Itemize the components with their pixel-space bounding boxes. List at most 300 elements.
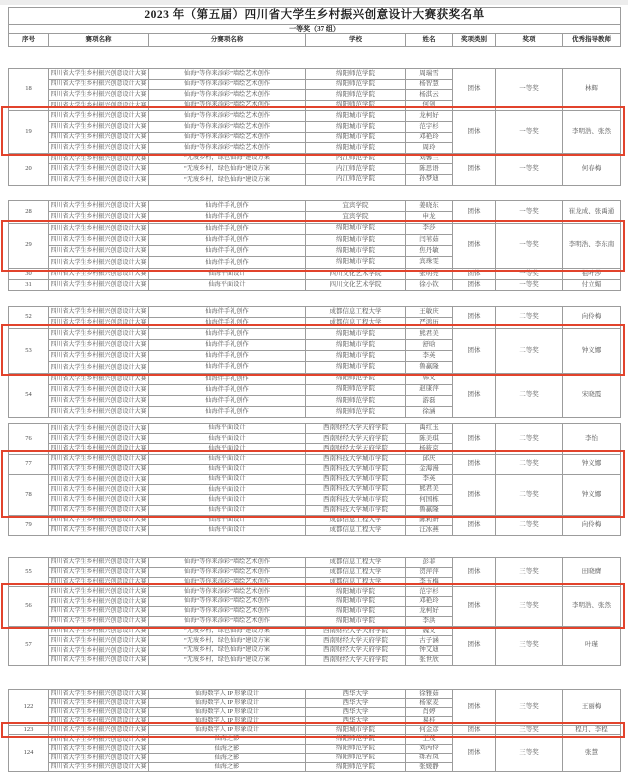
student-name-cell: 何剑 [406, 100, 453, 111]
student-name-cell: 杨家麦 [406, 699, 453, 708]
event-name-cell: 仙海“等你来添彩”墙绘艺术创作 [149, 111, 306, 122]
table-row [9, 280, 621, 291]
school-name-cell: 西南科技大学城市学院 [306, 454, 406, 464]
student-name-cell: 熊君美 [406, 329, 453, 340]
competition-name-cell: 四川省大学生乡村振兴创意设计大赛 [50, 745, 147, 752]
event-name-cell: “无废乡村，绿色仙海”建设方案 [149, 655, 306, 665]
student-name-cell: 邱庆 [406, 454, 453, 464]
student-name-cell: 金海漫 [406, 464, 453, 474]
advisor-name-cell: 叶瑾 [563, 626, 621, 665]
school-name-cell: 绵阳城市学院 [306, 143, 406, 154]
competition-name-cell: 四川省大学生乡村振兴创意设计大赛 [49, 234, 149, 245]
school-name-cell: 内江师范学院 [306, 153, 406, 164]
award-level-cell: 一等奖 [496, 69, 563, 111]
award-category-cell: 团体 [453, 268, 496, 279]
school-name-cell: 内江师范学院 [306, 164, 406, 175]
award-level-cell: 二等奖 [496, 474, 563, 515]
school-name-cell: 四川文化艺术学院 [306, 280, 406, 291]
school-name-cell: 西南财经大学天府学院 [306, 434, 406, 444]
document-title: 2023 年（第五届）四川省大学生乡村振兴创意设计大赛获奖名单 [9, 8, 621, 25]
competition-name-cell: 四川省大学生乡村振兴创意设计大赛 [50, 763, 147, 770]
student-name-cell: 杨筱京 [406, 444, 453, 454]
event-name-cell: 仙海数字人 IP 形象设计 [149, 717, 306, 726]
competition-name-cell: 四川省大学生乡村振兴创意设计大赛 [49, 132, 149, 143]
school-name-cell: 西南财经大学天府学院 [306, 444, 406, 454]
row-number-cell: 79 [9, 515, 49, 535]
competition-name-cell: 四川省大学生乡村振兴创意设计大赛 [50, 618, 147, 625]
student-name-cell: 申龙 [406, 212, 453, 223]
event-name-cell: 仙海伴手礼创作 [149, 373, 306, 384]
award-category-cell: 团体 [453, 515, 496, 535]
competition-name-cell: 四川省大学生乡村振兴创意设计大赛 [50, 627, 147, 634]
student-name-cell: 徐涵 [406, 406, 453, 417]
award-level-cell: 一等奖 [496, 201, 563, 224]
student-name-cell: 王敏庆 [406, 307, 453, 318]
student-name-cell: 禹红玉 [406, 424, 453, 434]
table-row [9, 201, 621, 212]
student-name-cell: 杨智慧 [406, 79, 453, 90]
row-number-cell: 78 [9, 474, 49, 515]
school-name-cell: 绵阳城市学院 [306, 246, 406, 257]
event-name-cell: 仙海平面设计 [149, 444, 306, 454]
competition-name-cell: 四川省大学生乡村振兴创意设计大赛 [49, 406, 149, 417]
school-name-cell: 西华大学 [306, 708, 406, 717]
advisor-name-cell: 李明浩、李东南 [563, 223, 621, 268]
event-name-cell: 仙海“等你来添彩”墙绘艺术创作 [149, 587, 306, 597]
prize-tier-heading: 一等奖（37 组） [9, 25, 621, 34]
student-name-cell: 刘馨兰 [406, 153, 453, 164]
student-name-cell: 杨淇云 [406, 90, 453, 101]
award-level-cell: 一等奖 [496, 153, 563, 185]
event-name-cell: “无废乡村，绿色仙海”建设方案 [149, 646, 306, 656]
competition-name-cell: 四川省大学生乡村振兴创意设计大赛 [49, 318, 149, 329]
event-name-cell: 仙海“等你来添彩”墙绘艺术创作 [149, 79, 306, 90]
column-header-name: 姓名 [406, 34, 453, 47]
event-name-cell: 仙海伴手礼创作 [149, 318, 306, 329]
advisor-name-cell: 李怡 [563, 424, 621, 455]
row-number-cell: 77 [9, 454, 49, 474]
student-name-cell: 李玉梅 [406, 577, 453, 587]
event-name-cell: 仙海数字人 IP 形象设计 [149, 690, 306, 699]
event-name-cell: 仙海伴手礼创作 [149, 234, 306, 245]
competition-name-cell: 四川省大学生乡村振兴创意设计大赛 [49, 384, 149, 395]
competition-name-cell: 四川省大学生乡村振兴创意设计大赛 [49, 373, 149, 384]
school-name-cell: 成都信息工程大学 [306, 515, 406, 525]
competition-name-cell: 四川省大学生乡村振兴创意设计大赛 [49, 201, 149, 212]
school-name-cell: 西南财经大学天府学院 [306, 636, 406, 646]
student-name-cell: 鲁赢隆 [406, 362, 453, 373]
school-name-cell: 西南财经大学天府学院 [306, 424, 406, 434]
competition-name-cell: 四川省大学生乡村振兴创意设计大赛 [49, 424, 149, 434]
school-name-cell: 绵阳城市学院 [306, 329, 406, 340]
student-name-cell: 徐雅茹 [406, 690, 453, 699]
student-name-cell: 徐小钦 [406, 280, 453, 291]
student-name-cell: 张媛静 [406, 762, 453, 771]
school-name-cell: 四川文化艺术学院 [306, 268, 406, 279]
student-name-cell: 姜晓东 [406, 201, 453, 212]
competition-name-cell: 四川省大学生乡村振兴创意设计大赛 [49, 143, 149, 154]
award-category-cell: 团体 [453, 69, 496, 111]
student-name-cell: 龙柯好 [406, 111, 453, 122]
event-name-cell: 仙海“等你来添彩”墙绘艺术创作 [149, 567, 306, 577]
annotation-red-box-group-77-78 [1, 450, 625, 518]
award-level-cell: 三等奖 [496, 726, 563, 735]
school-name-cell: 绵阳城市学院 [306, 234, 406, 245]
row-number-cell: 30 [9, 268, 49, 279]
school-name-cell: 成都信息工程大学 [306, 577, 406, 587]
school-name-cell: 西南财经大学天府学院 [306, 655, 406, 665]
table-row [9, 558, 621, 568]
row-number-cell: 55 [9, 558, 49, 587]
competition-name-cell: 四川省大学生乡村振兴创意设计大赛 [49, 525, 149, 535]
award-level-cell: 三等奖 [496, 626, 563, 665]
competition-name-cell: 四川省大学生乡村振兴创意设计大赛 [50, 718, 147, 725]
advisor-name-cell: 向伶梅 [563, 515, 621, 535]
student-name-cell: 刘芮伶 [406, 744, 453, 753]
advisor-name-cell: 付立媚 [563, 280, 621, 291]
event-name-cell: 仙海平面设计 [149, 515, 306, 525]
student-name-cell: 何国栋 [406, 495, 453, 505]
competition-name-cell: 四川省大学生乡村振兴创意设计大赛 [50, 608, 147, 615]
event-name-cell: 仙海伴手礼创作 [149, 340, 306, 351]
event-name-cell: 仙海之影 [149, 753, 306, 762]
competition-name-cell: 四川省大学生乡村振兴创意设计大赛 [49, 69, 149, 80]
column-header-event: 分赛项名称 [149, 34, 306, 47]
student-name-cell: 汪冰燕 [406, 525, 453, 535]
award-category-cell: 团体 [453, 558, 496, 587]
award-category-cell: 团体 [453, 474, 496, 515]
student-name-cell: 魏文 [406, 626, 453, 636]
competition-name-cell: 四川省大学生乡村振兴创意设计大赛 [50, 691, 147, 698]
award-level-cell: 一等奖 [496, 268, 563, 279]
document-header-table [8, 7, 621, 47]
school-name-cell: 成都信息工程大学 [306, 558, 406, 568]
competition-name-cell: 四川省大学生乡村振兴创意设计大赛 [50, 700, 147, 707]
competition-name-cell: 四川省大学生乡村振兴创意设计大赛 [49, 464, 149, 474]
competition-name-cell: 四川省大学生乡村振兴创意设计大赛 [49, 434, 149, 444]
event-name-cell: 仙海平面设计 [149, 495, 306, 505]
school-name-cell: 绵阳师范学院 [306, 744, 406, 753]
award-level-cell: 二等奖 [496, 373, 563, 417]
event-name-cell: 仙海数字人 IP 形象设计 [149, 708, 306, 717]
event-name-cell: 仙海伴手礼创作 [149, 351, 306, 362]
award-level-cell: 三等奖 [496, 735, 563, 771]
school-name-cell: 绵阳城市学院 [306, 121, 406, 132]
student-name-cell: 周瑞雪 [406, 69, 453, 80]
award-level-cell: 二等奖 [496, 424, 563, 455]
award-category-cell: 团体 [453, 111, 496, 153]
school-name-cell: 绵阳师范学院 [306, 753, 406, 762]
school-name-cell: 西南科技大学城市学院 [306, 474, 406, 484]
school-name-cell: 宜宾学院 [306, 201, 406, 212]
event-name-cell: 仙海伴手礼创作 [149, 246, 306, 257]
event-name-cell: 仙海伴手礼创作 [149, 257, 306, 268]
row-number-cell: 20 [9, 153, 49, 185]
award-level-cell: 三等奖 [496, 690, 563, 726]
event-name-cell: 仙海“等你来添彩”墙绘艺术创作 [149, 597, 306, 607]
event-name-cell: 仙海“等你来添彩”墙绘艺术创作 [149, 577, 306, 587]
school-name-cell: 绵阳城市学院 [306, 257, 406, 268]
table-row [9, 690, 621, 699]
student-name-cell: 彭菲 [406, 558, 453, 568]
event-name-cell: 仙海平面设计 [149, 464, 306, 474]
competition-name-cell: 四川省大学生乡村振兴创意设计大赛 [49, 340, 149, 351]
student-name-cell: 练若岚 [406, 753, 453, 762]
row-number-cell: 57 [9, 626, 49, 665]
competition-name-cell: 四川省大学生乡村振兴创意设计大赛 [49, 174, 149, 185]
award-category-cell: 团体 [453, 307, 496, 329]
competition-name-cell: 四川省大学生乡村振兴创意设计大赛 [49, 79, 149, 90]
award-level-cell: 二等奖 [496, 515, 563, 535]
award-level-cell: 一等奖 [496, 280, 563, 291]
award-level-cell: 一等奖 [496, 111, 563, 153]
school-name-cell: 绵阳师范学院 [306, 762, 406, 771]
column-header-row [9, 34, 621, 47]
row-number-cell: 28 [9, 201, 49, 224]
competition-name-cell: 四川省大学生乡村振兴创意设计大赛 [50, 754, 147, 761]
event-name-cell: 仙海“等你来添彩”墙绘艺术创作 [149, 90, 306, 101]
advisor-name-cell: 宋晓霞 [563, 373, 621, 417]
event-name-cell: 仙海平面设计 [149, 424, 306, 434]
annotation-red-box-group-29 [1, 220, 625, 272]
row-number-cell: 52 [9, 307, 49, 329]
row-number-cell: 31 [9, 280, 49, 291]
event-name-cell: 仙海伴手礼创作 [149, 406, 306, 417]
competition-name-cell: 四川省大学生乡村振兴创意设计大赛 [49, 454, 149, 464]
column-header-competition: 赛项名称 [49, 34, 149, 47]
school-name-cell: 绵阳师范学院 [306, 69, 406, 80]
advisor-name-cell: 李明浩、张然 [563, 587, 621, 626]
school-name-cell: 西华大学 [306, 717, 406, 726]
school-name-cell: 绵阳城市学院 [306, 223, 406, 234]
student-name-cell: 陈思语 [406, 164, 453, 175]
advisor-name-cell: 钟义娜 [563, 454, 621, 474]
student-name-cell: 李英 [406, 474, 453, 484]
event-name-cell: “无废乡村，绿色仙海”建设方案 [149, 626, 306, 636]
award-category-cell: 团体 [453, 223, 496, 268]
event-name-cell: 仙海之影 [149, 735, 306, 744]
event-name-cell: 仙海“等你来添彩”墙绘艺术创作 [149, 558, 306, 568]
event-name-cell: 仙海“等你来添彩”墙绘艺术创作 [149, 121, 306, 132]
competition-name-cell: 四川省大学生乡村振兴创意设计大赛 [49, 351, 149, 362]
school-name-cell: 绵阳城市学院 [306, 597, 406, 607]
event-name-cell: 仙海平面设计 [149, 474, 306, 484]
advisor-name-cell: 钟义娜 [563, 474, 621, 515]
event-name-cell: “无废乡村，绿色仙海”建设方案 [149, 153, 306, 164]
competition-name-cell: 四川省大学生乡村振兴创意设计大赛 [49, 257, 149, 268]
annotation-red-box-group-123 [1, 722, 625, 738]
student-name-cell: 孙梦迪 [406, 174, 453, 185]
annotation-red-box-group-53 [1, 324, 625, 376]
competition-name-cell: 四川省大学生乡村振兴创意设计大赛 [49, 121, 149, 132]
advisor-name-cell: 林辉 [563, 69, 621, 111]
row-number-cell: 53 [9, 329, 49, 373]
row-number-cell: 54 [9, 373, 49, 417]
event-name-cell: 仙海数字人 IP 形象设计 [149, 726, 306, 735]
award-level-cell: 二等奖 [496, 454, 563, 474]
event-name-cell: 仙海伴手礼创作 [149, 329, 306, 340]
competition-name-cell: 四川省大学生乡村振兴创意设计大赛 [49, 280, 149, 291]
competition-name-cell: 四川省大学生乡村振兴创意设计大赛 [49, 444, 149, 454]
school-name-cell: 成都信息工程大学 [306, 525, 406, 535]
table-row [9, 69, 621, 80]
column-header-no: 序号 [9, 34, 49, 47]
school-name-cell: 绵阳师范学院 [306, 90, 406, 101]
competition-name-cell: 四川省大学生乡村振兴创意设计大赛 [49, 164, 149, 175]
row-number-cell: 122 [9, 690, 49, 726]
school-name-cell: 绵阳城市学院 [306, 351, 406, 362]
advisor-name-cell: 何春梅 [563, 153, 621, 185]
competition-name-cell: 四川省大学生乡村振兴创意设计大赛 [50, 569, 147, 576]
award-category-cell: 团体 [453, 690, 496, 726]
award-level-cell: 二等奖 [496, 307, 563, 329]
school-name-cell: 西南财经大学天府学院 [306, 646, 406, 656]
student-name-cell: 焦丹敏 [406, 246, 453, 257]
competition-name-cell: 四川省大学生乡村振兴创意设计大赛 [49, 329, 149, 340]
school-name-cell: 绵阳师范学院 [306, 79, 406, 90]
school-name-cell: 西华大学 [306, 699, 406, 708]
student-name-cell: 龙柯好 [406, 606, 453, 616]
advisor-name-cell: 祖叶莎 [563, 268, 621, 279]
column-header-school: 学校 [306, 34, 406, 47]
event-name-cell: 仙海平面设计 [149, 280, 306, 291]
school-name-cell: 西南科技大学城市学院 [306, 495, 406, 505]
school-name-cell: 绵阳师范学院 [306, 406, 406, 417]
student-name-cell: 周玲 [406, 143, 453, 154]
school-name-cell: 绵阳师范学院 [306, 384, 406, 395]
row-number-cell: 76 [9, 424, 49, 455]
student-name-cell: 邓艳玲 [406, 597, 453, 607]
award-category-cell: 团体 [453, 153, 496, 185]
advisor-name-cell: 向伶梅 [563, 307, 621, 329]
competition-name-cell: 四川省大学生乡村振兴创意设计大赛 [49, 515, 149, 525]
school-name-cell: 宜宾学院 [306, 212, 406, 223]
advisor-name-cell: 崔龙成、张禹通 [563, 201, 621, 224]
student-name-cell: 张世欣 [406, 655, 453, 665]
school-name-cell: 西南科技大学城市学院 [306, 505, 406, 515]
school-name-cell: 西南财经大学天府学院 [306, 626, 406, 636]
student-name-cell: 邓艳玲 [406, 132, 453, 143]
competition-name-cell: 四川省大学生乡村振兴创意设计大赛 [50, 588, 147, 595]
award-category-cell: 团体 [453, 587, 496, 626]
student-name-cell: 闫苇茹 [406, 234, 453, 245]
student-name-cell: 古子涵 [406, 636, 453, 646]
competition-name-cell: 四川省大学生乡村振兴创意设计大赛 [49, 90, 149, 101]
award-category-cell: 团体 [453, 454, 496, 474]
annotation-red-box-group-19 [1, 106, 625, 156]
competition-name-cell: 四川省大学生乡村振兴创意设计大赛 [50, 736, 147, 743]
school-name-cell: 绵阳师范学院 [306, 735, 406, 744]
competition-name-cell: 四川省大学生乡村振兴创意设计大赛 [49, 100, 149, 111]
school-name-cell: 西南科技大学城市学院 [306, 485, 406, 495]
table-row [9, 307, 621, 318]
event-name-cell: 仙海伴手礼创作 [149, 307, 306, 318]
competition-name-cell: 四川省大学生乡村振兴创意设计大赛 [49, 111, 149, 122]
competition-name-cell: 四川省大学生乡村振兴创意设计大赛 [49, 474, 149, 484]
school-name-cell: 内江师范学院 [306, 174, 406, 185]
event-name-cell: 仙海伴手礼创作 [149, 212, 306, 223]
event-name-cell: “无废乡村，绿色仙海”建设方案 [149, 164, 306, 175]
competition-name-cell: 四川省大学生乡村振兴创意设计大赛 [49, 395, 149, 406]
student-name-cell: 张明亮 [406, 268, 453, 279]
competition-name-cell: 四川省大学生乡村振兴创意设计大赛 [49, 153, 149, 164]
school-name-cell: 绵阳师范学院 [306, 100, 406, 111]
competition-name-cell: 四川省大学生乡村振兴创意设计大赛 [50, 598, 147, 605]
event-name-cell: “无废乡村，绿色仙海”建设方案 [149, 636, 306, 646]
competition-name-cell: 四川省大学生乡村振兴创意设计大赛 [50, 657, 147, 664]
table-row [9, 424, 621, 434]
competition-name-cell: 四川省大学生乡村振兴创意设计大赛 [50, 709, 147, 716]
event-name-cell: 仙海伴手礼创作 [149, 384, 306, 395]
event-name-cell: 仙海“等你来添彩”墙绘艺术创作 [149, 100, 306, 111]
student-name-cell: 赵康萍 [406, 384, 453, 395]
competition-name-cell: 四川省大学生乡村振兴创意设计大赛 [49, 212, 149, 223]
student-name-cell: 王茂 [406, 735, 453, 744]
school-name-cell: 绵阳城市学院 [306, 587, 406, 597]
event-name-cell: 仙海平面设计 [149, 485, 306, 495]
competition-name-cell: 四川省大学生乡村振兴创意设计大赛 [49, 485, 149, 495]
row-number-cell: 18 [9, 69, 49, 111]
event-name-cell: 仙海数字人 IP 形象设计 [149, 699, 306, 708]
student-name-cell: 陈美琪 [406, 434, 453, 444]
competition-name-cell: 四川省大学生乡村振兴创意设计大赛 [49, 223, 149, 234]
event-name-cell: 仙海“等你来添彩”墙绘艺术创作 [149, 143, 306, 154]
competition-name-cell: 四川省大学生乡村振兴创意设计大赛 [49, 268, 149, 279]
student-name-cell: 舒晗 [406, 340, 453, 351]
student-name-cell: 肖婷 [406, 708, 453, 717]
student-name-cell: 李英 [406, 351, 453, 362]
school-name-cell: 绵阳城市学院 [306, 606, 406, 616]
award-category-cell: 团体 [453, 280, 496, 291]
school-name-cell: 成都信息工程大学 [306, 318, 406, 329]
row-number-cell: 29 [9, 223, 49, 268]
advisor-name-cell: 王丽梅 [563, 690, 621, 726]
row-number-cell: 123 [9, 726, 49, 735]
event-name-cell: “无废乡村，绿色仙海”建设方案 [149, 174, 306, 185]
school-name-cell: 绵阳师范学院 [306, 373, 406, 384]
column-header-teacher: 优秀指导教师 [563, 34, 621, 47]
event-name-cell: 仙海伴手礼创作 [149, 223, 306, 234]
column-header-award: 奖项 [496, 34, 563, 47]
competition-name-cell: 四川省大学生乡村振兴创意设计大赛 [50, 727, 147, 734]
award-level-cell: 三等奖 [496, 558, 563, 587]
event-name-cell: 仙海之影 [149, 744, 306, 753]
school-name-cell: 绵阳城市学院 [306, 111, 406, 122]
award-level-cell: 三等奖 [496, 587, 563, 626]
event-name-cell: 仙海“等你来添彩”墙绘艺术创作 [149, 606, 306, 616]
award-category-cell: 团体 [453, 424, 496, 455]
student-name-cell: 宾珠雯 [406, 257, 453, 268]
event-name-cell: 仙海伴手礼创作 [149, 201, 306, 212]
award-category-cell: 团体 [453, 726, 496, 735]
student-name-cell: 何金彦 [406, 726, 453, 735]
event-name-cell: 仙海“等你来添彩”墙绘艺术创作 [149, 69, 306, 80]
award-category-cell: 团体 [453, 201, 496, 224]
student-name-cell: 李莎 [406, 223, 453, 234]
event-name-cell: 仙海伴手礼创作 [149, 362, 306, 373]
student-name-cell: 游磊 [406, 395, 453, 406]
school-name-cell: 绵阳师范学院 [306, 395, 406, 406]
school-name-cell: 西华大学 [306, 690, 406, 699]
award-category-cell: 团体 [453, 329, 496, 373]
school-name-cell: 成都信息工程大学 [306, 567, 406, 577]
event-name-cell: 仙海平面设计 [149, 454, 306, 464]
award-level-cell: 一等奖 [496, 223, 563, 268]
event-name-cell: 仙海“等你来添彩”墙绘艺术创作 [149, 616, 306, 626]
school-name-cell: 绵阳城市学院 [306, 132, 406, 143]
school-name-cell: 绵阳城市学院 [306, 726, 406, 735]
competition-name-cell: 四川省大学生乡村振兴创意设计大赛 [50, 637, 147, 644]
